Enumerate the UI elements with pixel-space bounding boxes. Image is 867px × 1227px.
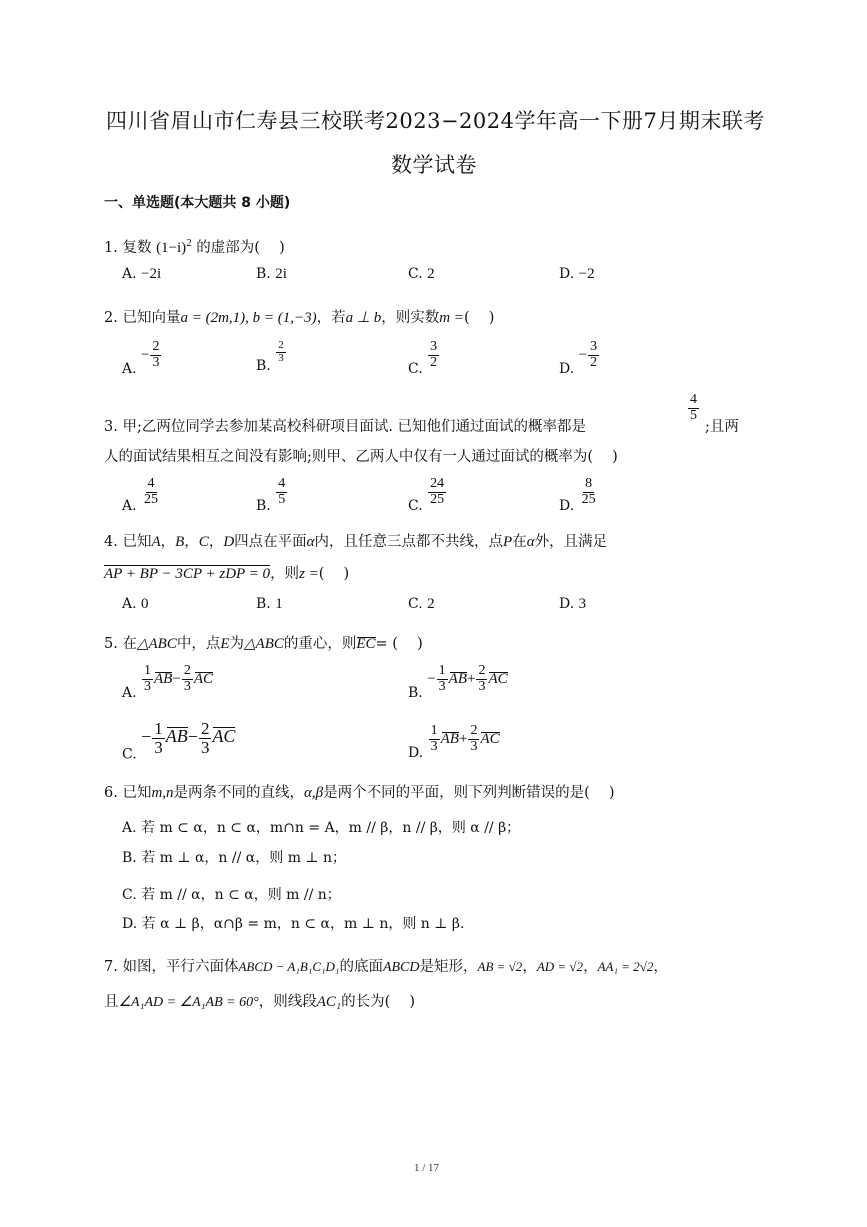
q2-option-d xyxy=(559,340,600,377)
option-label: C. xyxy=(408,498,423,515)
q5-option-a xyxy=(122,664,213,701)
question-number: 1. xyxy=(104,240,118,256)
q5-option-d xyxy=(408,724,500,761)
question-text: 是两个不同的平面，则下列判断错误的是( ) xyxy=(323,785,615,801)
option-value: −2 xyxy=(578,266,595,282)
vector: AC xyxy=(480,731,500,748)
math-operator: + xyxy=(458,731,468,748)
fraction xyxy=(182,664,193,694)
fraction xyxy=(437,664,448,694)
fraction xyxy=(142,477,160,507)
math-expression: ABCD − A₁B₁C₁D₁ xyxy=(238,959,340,974)
fraction-denominator: 3 xyxy=(200,737,210,757)
q3-option-a xyxy=(122,477,161,514)
question-number: 5. xyxy=(104,636,118,652)
option-label: A. xyxy=(122,361,137,378)
option-label: C. xyxy=(408,266,423,282)
vector: AC xyxy=(193,671,213,688)
fraction-numerator: 1 xyxy=(438,663,446,678)
option-label: D. xyxy=(408,745,424,762)
fraction xyxy=(428,477,446,507)
triangle-label: △ABC xyxy=(136,636,177,652)
plane-symbol: α xyxy=(306,534,315,550)
question-text: ( ) xyxy=(463,310,495,326)
q2-option-b xyxy=(256,340,287,374)
point-label: E xyxy=(220,636,230,652)
point-label: D xyxy=(223,534,235,550)
fraction-denominator: 2 xyxy=(590,354,598,370)
q3-inline-fraction xyxy=(687,393,700,423)
q2-option-c xyxy=(408,340,440,377)
fraction-numerator: 2 xyxy=(200,719,210,738)
question-6 xyxy=(104,781,615,802)
q1-option-c xyxy=(408,266,435,283)
option-label: D. xyxy=(559,498,575,515)
q6-option-b: B. 若 m ⊥ α，n // α，则 m ⊥ n； xyxy=(122,850,347,866)
option-value: 2i xyxy=(275,266,287,282)
fraction-denominator: 3 xyxy=(144,678,152,694)
math-sign: − xyxy=(578,347,588,364)
math-expression: ∠A₁AD = ∠A₁AB = 60° xyxy=(118,995,259,1010)
question-number: 4. xyxy=(104,534,118,550)
question-text: ，则实数 xyxy=(381,310,440,326)
question-3-line1 xyxy=(104,415,586,436)
option-value: 2 xyxy=(427,596,435,612)
fraction-numerator: 4 xyxy=(147,476,155,491)
option-label: C. xyxy=(408,361,423,378)
fraction-denominator: 3 xyxy=(430,738,438,754)
vector: AC xyxy=(488,671,508,688)
option-label: C. xyxy=(122,746,137,763)
fraction-denominator: 3 xyxy=(278,351,284,364)
math-operator: − xyxy=(172,671,181,688)
question-text: 已知 xyxy=(122,785,152,801)
fraction xyxy=(152,720,165,757)
fraction xyxy=(476,664,487,694)
fraction-denominator: 3 xyxy=(478,678,486,694)
fraction-denominator: 25 xyxy=(144,491,159,507)
math-expression: AB = √2 xyxy=(477,959,523,974)
fraction-numerator: 1 xyxy=(144,663,152,678)
point-label: C xyxy=(198,534,209,550)
fraction xyxy=(429,724,440,754)
question-text: 甲;乙两位同学去参加某高校科研项目面试. 已知他们通过面试的概率都是 xyxy=(122,419,587,435)
question-number: 3. xyxy=(104,419,118,435)
vector-equation: AP + BP − 3CP + zDP = 0 xyxy=(104,566,271,582)
math-expression: AA₁ = 2√2 xyxy=(597,959,654,974)
question-text: 在 xyxy=(122,636,137,652)
page-title-line2: 数学试卷 xyxy=(391,153,477,177)
fraction-denominator: 5 xyxy=(690,407,697,423)
question-text: 外，且满足 xyxy=(534,534,608,550)
math-operator: − xyxy=(187,726,198,747)
q4-option-a xyxy=(122,596,149,613)
fraction xyxy=(199,720,212,757)
question-text: 复数 xyxy=(122,240,152,256)
fraction xyxy=(688,393,699,423)
question-text: ( ) xyxy=(318,566,350,582)
q3-option-c xyxy=(408,477,447,514)
fraction-numerator: 2 xyxy=(278,339,284,351)
fraction xyxy=(150,340,161,370)
question-text: 如图，平行六面体 xyxy=(122,959,239,975)
option-value: 2 xyxy=(427,266,435,282)
option-label: D. xyxy=(559,266,575,282)
question-4-line1: 4. 已知A，B，C，D四点在平面α内，且任意三点都不共线，点P在α外，且满足 xyxy=(104,534,608,550)
vector: AB xyxy=(154,671,173,688)
option-label: B. xyxy=(256,266,271,282)
point-label: A xyxy=(151,534,161,550)
question-text: 已知向量 xyxy=(122,310,181,326)
option-value: 1 xyxy=(275,596,283,612)
fraction-denominator: 25 xyxy=(581,491,596,507)
math-expression: z = xyxy=(299,566,319,582)
option-value: 3 xyxy=(578,596,587,612)
q4-option-b xyxy=(256,596,283,613)
math-expression: (1−i) xyxy=(156,240,187,256)
question-number: 7. xyxy=(104,959,118,975)
fraction xyxy=(276,477,287,507)
page-number: 1 / 17 xyxy=(414,1162,440,1174)
q1-option-b xyxy=(256,266,287,283)
question-text: 四点在平面 xyxy=(234,534,307,550)
fraction-denominator: 3 xyxy=(183,678,191,694)
fraction-denominator: 2 xyxy=(430,354,438,370)
question-text: 为 xyxy=(229,636,244,652)
q6-option-d: D. 若 α ⊥ β，α∩β = m，n ⊂ α，m ⊥ n，则 n ⊥ β. xyxy=(122,916,465,932)
option-label: A. xyxy=(122,266,137,282)
q6-option-c: C. 若 m // α，n ⊂ α，则 m // n； xyxy=(122,887,341,903)
fraction-denominator: 3 xyxy=(154,737,163,757)
question-text: 在 xyxy=(512,534,527,550)
math-expression: AD = √2 xyxy=(536,959,584,974)
option-value: 0 xyxy=(141,596,149,612)
question-5 xyxy=(104,632,423,653)
fraction-numerator: 3 xyxy=(430,339,438,354)
question-text: 是两条不同的直线， xyxy=(173,785,305,801)
fraction-numerator: 3 xyxy=(590,339,598,354)
question-text: ，若 xyxy=(316,310,346,326)
q5-option-b xyxy=(408,664,508,701)
q1-option-a xyxy=(122,266,161,283)
q1-option-d xyxy=(559,266,595,283)
q4-option-c xyxy=(408,596,435,613)
triangle-label: △ABC xyxy=(244,636,284,652)
math-expression: a = (2m,1), b = (1,−3) xyxy=(180,310,317,326)
section-heading: 一、单选题(本大题共 8 小题) xyxy=(104,195,291,211)
question-text: = ( ) xyxy=(375,636,423,652)
option-label: D. xyxy=(559,361,575,378)
fraction-denominator: 25 xyxy=(430,491,445,507)
question-text: 的长为( ) xyxy=(341,994,416,1010)
fraction-numerator: 2 xyxy=(470,723,478,738)
fraction xyxy=(276,340,286,364)
question-7-line1: 7. 如图，平行六面体ABCD − A₁B₁C₁D₁的底面ABCD是矩形，AB = √2，AD = √2，AA₁ = 2√2， xyxy=(104,959,668,975)
option-label: C. xyxy=(408,596,423,612)
question-text: 的重心，则 xyxy=(283,636,357,652)
question-text: 内，且任意三点都不共线，点 xyxy=(314,534,504,550)
vector: AB xyxy=(165,726,188,747)
math-sign: − xyxy=(141,726,152,747)
question-number: 6. xyxy=(104,785,118,801)
option-label: B. xyxy=(256,596,271,612)
question-text: ，则线段 xyxy=(258,994,317,1010)
fraction-numerator: 8 xyxy=(585,476,593,491)
vector: AB xyxy=(440,731,459,748)
question-text: 且 xyxy=(104,994,119,1010)
page-title-line1: 四川省眉山市仁寿县三校联考2023−2024学年高一下册7月期末联考 xyxy=(106,109,765,133)
question-text: 的虚部为( ) xyxy=(196,240,285,256)
fraction-numerator: 2 xyxy=(478,663,486,678)
point-label: P xyxy=(503,534,513,550)
option-label: B. xyxy=(256,358,271,375)
fraction-denominator: 5 xyxy=(278,491,286,507)
fraction-numerator: 1 xyxy=(430,723,438,738)
math-operator: + xyxy=(467,671,476,688)
question-text: 是矩形， xyxy=(419,959,478,975)
option-label: D. xyxy=(559,596,575,612)
question-4-line2 xyxy=(104,562,349,583)
plane-symbol: α xyxy=(526,534,535,550)
math-exponent: 2 xyxy=(186,237,192,250)
option-value: −2i xyxy=(141,266,162,282)
vector: AB xyxy=(448,671,467,688)
fraction-numerator: 2 xyxy=(152,339,160,354)
math-sign: − xyxy=(141,347,150,364)
q4-option-d xyxy=(559,596,586,613)
fraction xyxy=(142,664,153,694)
fraction xyxy=(468,724,479,754)
option-label: B. xyxy=(256,498,271,515)
fraction-denominator: 3 xyxy=(152,354,160,370)
fraction-numerator: 2 xyxy=(183,663,191,678)
q3-option-b xyxy=(256,477,288,514)
math-sign: − xyxy=(427,671,436,688)
option-label: B. xyxy=(408,685,423,702)
question-2 xyxy=(104,306,494,327)
q3-option-d xyxy=(559,477,599,514)
fraction xyxy=(588,340,599,370)
fraction xyxy=(428,340,439,370)
q5-option-c xyxy=(122,720,235,762)
math-expression: m = xyxy=(439,310,464,326)
vector: AC xyxy=(212,726,236,747)
math-expression: m,n xyxy=(151,785,174,801)
fraction-numerator: 24 xyxy=(430,476,445,491)
math-expression: a ⊥ b xyxy=(345,310,382,326)
math-expression: AC₁ xyxy=(316,994,342,1010)
question-1 xyxy=(104,236,285,257)
question-text: ，则 xyxy=(270,566,300,582)
math-expression: α,β xyxy=(304,785,324,801)
fraction xyxy=(580,477,598,507)
question-number: 2. xyxy=(104,310,118,326)
option-label: A. xyxy=(122,596,137,612)
math-expression: ABCD xyxy=(382,960,420,975)
question-3-line2: 人的面试结果相互之间没有影响;则甲、乙两人中仅有一人通过面试的概率为( ) xyxy=(104,449,618,465)
fraction-denominator: 3 xyxy=(438,678,446,694)
fraction-denominator: 3 xyxy=(470,738,478,754)
question-text: 已知 xyxy=(122,534,152,550)
question-3-line1-end: ;且两 xyxy=(705,419,739,435)
option-label: A. xyxy=(122,498,137,515)
fraction-numerator: 4 xyxy=(690,392,697,407)
option-label: A. xyxy=(122,685,137,702)
question-text: 的底面 xyxy=(339,959,383,975)
q6-option-a: A. 若 m ⊂ α，n ⊂ α，m∩n = A，m // β，n // β，则 α // β； xyxy=(122,820,521,836)
point-label: B xyxy=(175,534,185,550)
fraction-numerator: 1 xyxy=(154,719,163,738)
q2-option-a xyxy=(122,340,162,377)
question-7-line2 xyxy=(104,990,415,1011)
vector: EC xyxy=(356,636,376,652)
question-text: 中，点 xyxy=(176,636,221,652)
fraction-numerator: 4 xyxy=(278,476,286,491)
